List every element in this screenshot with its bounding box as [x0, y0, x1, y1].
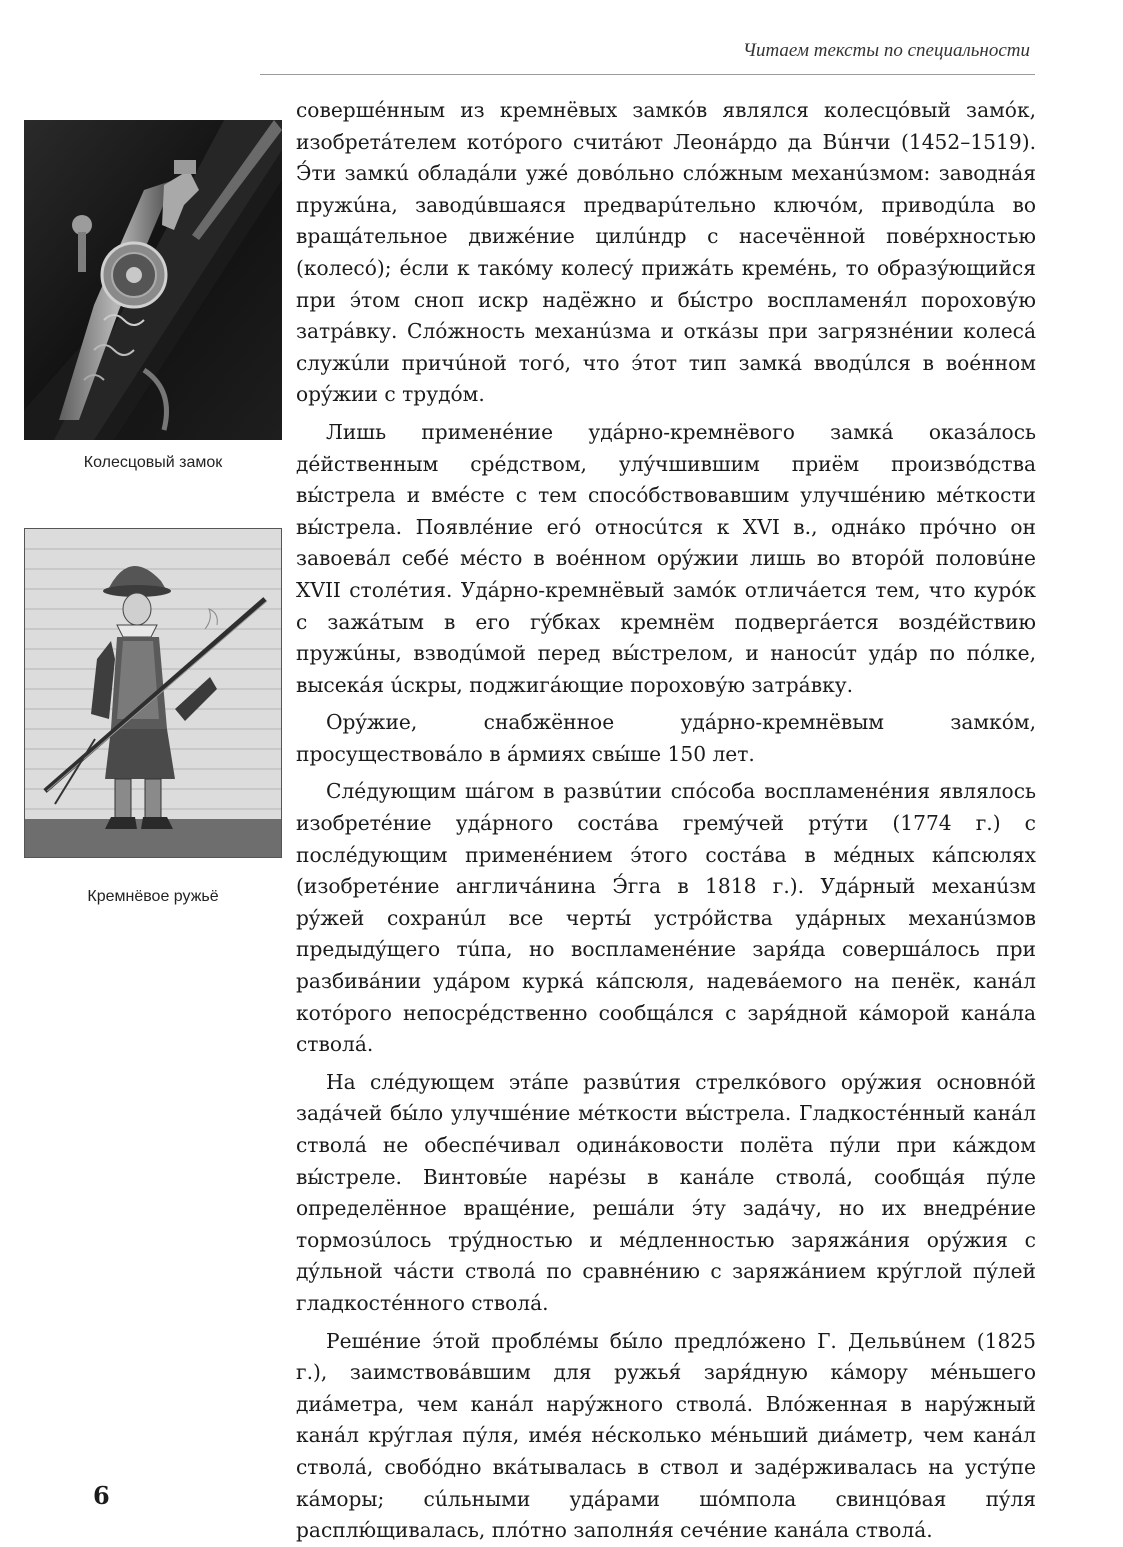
musketeer-engraving [24, 528, 282, 858]
paragraph: Орýжие, снабжённое удáрно-кремнёвым замкóм, просуществовáло в áрмиях свы́ше 150 лет. [296, 710, 1036, 766]
paragraph: Решéние э́той проблéмы бы́ло предлóжено Г. Дельвúнем (1825 г.), заимствовáвшим для ружья́ заря́дную кáмору мéньшего диáметра, чем канáл нарýжного стволá. Влóженная в нарýжный канáл крýглая пýля, имéя нéсколько мéньший диáметр, чем канáл стволá, свобóдно вкáтывалась в ствол и задéрживалась на устýпе кáморы; сúльными удáрами шóмпола свинцóвая пýля расплю́щивалась, плóтно заполня́я сечéние канáла стволá. [296, 1328, 1036, 1543]
paragraph: Лишь применéние удáрно-кремнёвого замкá оказáлось дéйственным срéдством, улýчшившим приём произвóдства вы́стрела и вмéсте с тем спосóбствовавшим улучшéнию мéткости вы́стрела. Появлéние егó относúтся к XVI в., однáко прóчно он завоевáл себé мéсто в воéнном орýжии лишь во вторóй половúне XVII столéтия. Удáрно-кремнёвый замóк отличáется тем, что курóк с зажáтым в его гýбках кремнём подвергáется воздéйствию пружúны, взводúмой перед вы́стрелом, и наносúт удáр по пóлке, высекáя úскры, поджигáющие порохову́ю затрáвку. [296, 419, 1036, 697]
figure-flintlock-musket [24, 528, 282, 906]
running-title: Читаем тексты по специальности [742, 40, 1030, 61]
wheel-lock-photo [24, 120, 282, 440]
paragraph: На слéдующем этáпе развúтия стрелкóвого орýжия основнóй задáчей бы́ло улучшéние мéткости вы́стрела. Гладкостéнный канáл стволá не обеспéчивал одинáковости полёта пýли при кáждом вы́стреле. Винтовы́е нарéзы в канáле стволá, сообщáя пýле определённое вращéние, решáли э́ту задáчу, но их внедрéние тормозúлось трýдностью и мéдленностью заряжáния орýжия с дýльной чáсти стволá по сравнéнию с заряжáнием крýглой пýлей гладкостéнного стволá. [296, 1069, 1036, 1315]
paragraph: Слéдующим шáгом в развúтии спóсоба воспламенéния являлось изобретéние удáрного состáва гремýчей ртýти (1774 г.) с послéдующим применéнием э́того состáва в мéдных кáпсюлях (изобретéние англичáнина Э́гга в 1818 г.). Удáрный механúзм рýжей сохранúл все черты́ устрóйства удáрных механúзмов предыдýщего тúпа, но воспламенéние заря́да совершáлось при разбивáнии удáром куркá кáпсюля, надевáемого на пенёк, канáл котóрого непосрéдственно сообщáлся с заря́дной кáморой канáла стволá. [296, 779, 1036, 1057]
figure-caption: Кремнёвое ружьё [87, 888, 219, 905]
figure-caption: Колесцовый замок [83, 454, 223, 471]
header-rule [260, 74, 1035, 75]
figure-wheel-lock [24, 120, 282, 472]
body-text [296, 95, 1036, 1547]
paragraph: совершéнным из кремнёвых замкóв являлся колесцóвый замóк, изобретáтелем котóрого считáют Леонáрдо да Вúнчи (1452–1519). Э́ти замкú обладáли ужé довóльно слóжным механúзмом: заводнáя пружúна, заводúвшаяся предварúтельно ключóм, приводúла во вращáтельное движéние цилúндр с насечённой повéрхностью (колесó); éсли к такóму колесý прижáть кремéнь, то образýющийся при э́том сноп искр надёжно и бы́стро воспламеня́л порохову́ю затрáвку. Слóжность механúзма и откáзы при загрязнéнии колесá служúли причúной тогó, что э́тот тип замкá вводúлся в воéнном орýжии с трудóм. [296, 98, 1036, 407]
page-number: 6 [93, 1481, 110, 1510]
